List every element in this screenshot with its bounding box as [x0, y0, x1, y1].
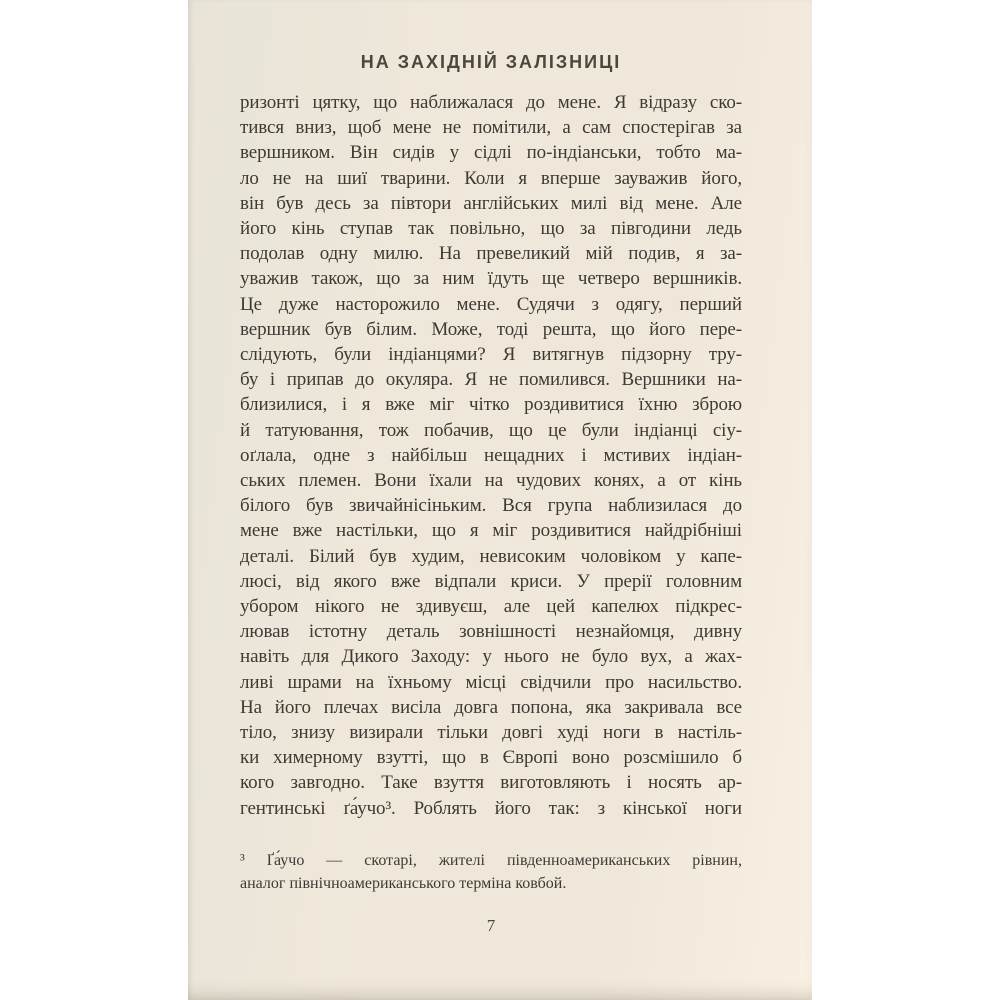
body-text-line: тився вниз, щоб мене не помітили, а сам спостерігав за: [240, 117, 742, 139]
page-number: 7: [486, 916, 496, 935]
body-text-line: гентинські ґа́учо³. Роблять його так: з кінської ноги: [240, 797, 742, 819]
body-text-line: лював істотну деталь зовнішності незнайомця, дивну: [240, 621, 742, 643]
footnote-line: ³ Ґа́учо — скотарі, жителі південноамериканських рівнин,: [240, 852, 742, 869]
body-text: [240, 90, 742, 821]
body-text-line: тіло, знизу визирали тільки довгі худі ноги в настіль-: [240, 722, 742, 744]
body-text-line: слідують, були індіанцями? Я витягнув підзорну тру-: [240, 344, 742, 366]
body-text-line: вершником. Він сидів у сідлі по-індіанськи, тобто ма-: [240, 142, 742, 164]
body-text-line: убором нікого не здивуєш, але цей капелюх підкрес-: [240, 596, 742, 618]
body-text-line: ливі шрами на їхньому місці свідчили про насильство.: [240, 671, 742, 693]
body-text-line: уважив також, що за ним їдуть ще четверо вершників.: [240, 268, 742, 290]
body-text-line: ло не на шиї тварини. Коли я вперше зауважив його,: [240, 167, 742, 189]
body-text-line: він був десь за півтори англійських милі від мене. Але: [240, 192, 742, 214]
body-text-line: близилися, і я вже міг чітко роздивитися їхню зброю: [240, 394, 742, 416]
body-text-line: білого був звичайнісіньким. Вся група наблизилася до: [240, 495, 742, 517]
body-text-line: ки химерному взутті, що в Європі воно розсмішило б: [240, 747, 742, 769]
body-text-line: На його плечах висіла довга попона, яка закривала все: [240, 696, 742, 718]
body-text-line: оґлала, одне з найбільш нещадних і мстивих індіан-: [240, 444, 742, 466]
body-text-line: мене вже настільки, що я міг роздивитися найдрібніші: [240, 520, 742, 542]
body-text-line: й татуювання, тож побачив, що це були індіанці сіу-: [240, 419, 742, 441]
body-text-line: вершник був білим. Може, тоді решта, що його пере-: [240, 318, 742, 340]
body-text-line: кого завгодно. Таке взуття виготовляють і носять ар-: [240, 772, 742, 794]
body-text-line: бу і припав до окуляра. Я не помилився. Вершники на-: [240, 369, 742, 391]
running-head: НА ЗАХІДНІЙ ЗАЛІЗНИЦІ: [360, 52, 622, 72]
body-text-line: люсі, від якого вже відпали криси. У прерії головним: [240, 570, 742, 592]
body-text-line: Це дуже насторожило мене. Судячи з одягу, перший: [240, 293, 742, 315]
body-text-line: навіть для Дикого Заходу: у нього не було вух, а жах-: [240, 646, 742, 668]
footnote: [240, 849, 742, 895]
body-text-line: ризонті цятку, що наближалася до мене. Я відразу ско-: [240, 92, 742, 113]
book-page: [188, 0, 812, 1000]
footnote-line: аналог північноамериканського терміна ковбой.: [240, 875, 567, 892]
body-text-line: його кінь ступав так повільно, що за півгодини ледь: [240, 218, 742, 240]
body-text-line: ських племен. Вони їхали на чудових конях, а от кінь: [240, 470, 742, 492]
body-text-line: деталі. Білий був худим, невисоким чоловіком у капе-: [240, 545, 742, 567]
body-text-line: подолав одну милю. На превеликий мій подив, я за-: [240, 243, 742, 265]
